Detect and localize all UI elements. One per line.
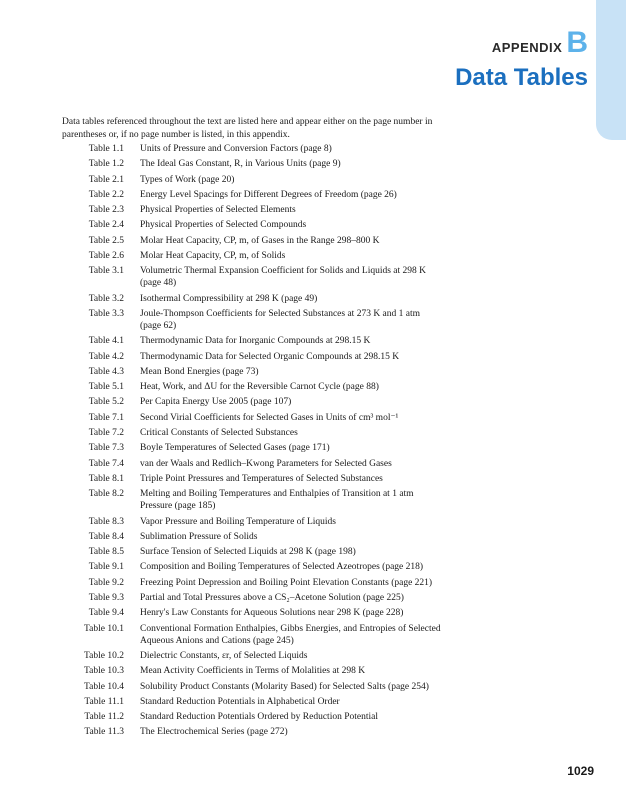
- table-list-item: [62, 458, 442, 470]
- table-description: Conventional Formation Enthalpies, Gibbs Energies, and Entropies of Selected Aqueous Anions and Cations (page 245): [140, 623, 441, 646]
- table-number: Table 1.2: [88, 159, 124, 170]
- table-number: Table 7.3: [88, 443, 124, 454]
- table-list-item: [62, 427, 442, 439]
- table-list-item: [62, 250, 442, 262]
- table-list-item: [62, 143, 442, 155]
- table-list-item: [62, 219, 442, 231]
- table-list-item: [62, 665, 442, 677]
- table-number: Table 8.5: [88, 547, 124, 558]
- table-list-item: [62, 158, 442, 170]
- table-number: Table 9.2: [88, 577, 124, 588]
- table-description: The Ideal Gas Constant, R, in Various Units (page 9): [140, 159, 341, 170]
- table-list-item: [62, 442, 442, 454]
- table-description: Physical Properties of Selected Elements: [140, 205, 296, 216]
- table-list-item: [62, 546, 442, 558]
- table-list: [62, 143, 442, 742]
- table-description: Boyle Temperatures of Selected Gases (page 171): [140, 443, 330, 454]
- table-list-item: [62, 308, 442, 332]
- table-description: Melting and Boiling Temperatures and Enthalpies of Transition at 1 atm Pressure (page 185): [140, 489, 414, 512]
- table-list-item: [62, 623, 442, 647]
- table-number: Table 11.3: [84, 727, 124, 738]
- table-description: Standard Reduction Potentials Ordered by Reduction Potential: [140, 712, 378, 723]
- table-description: Critical Constants of Selected Substances: [140, 428, 298, 439]
- table-list-item: [62, 351, 442, 363]
- intro-paragraph: Data tables referenced throughout the text are listed here and appear either on the page number in parentheses or, if no page number is listed, in this appendix.: [62, 117, 433, 140]
- table-description: The Electrochemical Series (page 272): [140, 727, 288, 738]
- table-number: Table 4.3: [88, 366, 124, 377]
- table-number: Table 7.1: [88, 412, 124, 423]
- table-description: Energy Level Spacings for Different Degrees of Freedom (page 26): [140, 189, 397, 200]
- appendix-label: [492, 28, 588, 58]
- page-number: 1029: [567, 764, 594, 778]
- table-list-item: [62, 396, 442, 408]
- table-description: Standard Reduction Potentials in Alphabetical Order: [140, 696, 340, 707]
- table-list-item: [62, 561, 442, 573]
- table-description: Dielectric Constants, εr, of Selected Liquids: [140, 650, 308, 661]
- table-list-item: [62, 293, 442, 305]
- table-number: Table 1.1: [88, 144, 124, 154]
- table-list-item: [62, 473, 442, 485]
- table-description: Physical Properties of Selected Compounds: [140, 220, 307, 231]
- table-list-item: [62, 607, 442, 619]
- table-description: Composition and Boiling Temperatures of Selected Azeotropes (page 218): [140, 562, 424, 573]
- table-list-item: [62, 204, 442, 216]
- appendix-edge-tab: [596, 0, 626, 140]
- table-list-item: [62, 412, 442, 424]
- table-description: Henry's Law Constants for Aqueous Solutions near 298 K (page 228): [140, 608, 404, 619]
- table-number: Table 8.4: [88, 531, 124, 542]
- table-number: Table 4.2: [88, 351, 124, 362]
- table-list-item: [62, 488, 442, 512]
- table-number: Table 7.2: [88, 428, 124, 439]
- table-description: Surface Tension of Selected Liquids at 298 K (page 198): [140, 547, 356, 558]
- table-number: Table 5.1: [88, 382, 124, 393]
- table-description: Vapor Pressure and Boiling Temperature of Liquids: [140, 516, 336, 527]
- table-list-item: [62, 366, 442, 378]
- table-list-item: [62, 650, 442, 662]
- table-list-item: [62, 592, 442, 604]
- table-description: Partial and Total Pressures above a CS₂–Acetone Solution (page 225): [140, 593, 404, 604]
- table-list-item: [62, 711, 442, 723]
- table-description: Mean Bond Energies (page 73): [140, 366, 259, 377]
- table-description: Isothermal Compressibility at 298 K (page 49): [140, 293, 318, 304]
- table-number: Table 10.3: [84, 666, 124, 677]
- table-description: Mean Activity Coefficients in Terms of Molalities at 298 K: [140, 666, 366, 677]
- page-title: Data Tables: [455, 64, 588, 91]
- table-description: Molar Heat Capacity, CP, m, of Gases in the Range 298–800 K: [140, 235, 380, 246]
- table-list-item: [62, 381, 442, 393]
- table-description: Joule-Thompson Coefficients for Selected Substances at 273 K and 1 atm (page 62): [140, 308, 421, 331]
- table-number: Table 3.2: [88, 293, 124, 304]
- table-number: Table 9.1: [88, 562, 124, 573]
- table-number: Table 2.2: [88, 189, 124, 200]
- table-description: Units of Pressure and Conversion Factors (page 8): [140, 144, 332, 154]
- table-description: Triple Point Pressures and Temperatures of Selected Substances: [140, 473, 383, 484]
- table-description: Sublimation Pressure of Solids: [140, 531, 258, 542]
- table-number: Table 7.4: [88, 458, 124, 469]
- table-number: Table 3.1: [88, 266, 124, 277]
- table-list-item: [62, 516, 442, 528]
- appendix-word: APPENDIX: [491, 40, 563, 55]
- table-number: Table 10.1: [84, 623, 124, 634]
- table-number: Table 3.3: [88, 308, 124, 319]
- table-list-item: [62, 531, 442, 543]
- table-list-item: [62, 726, 442, 738]
- appendix-letter: B: [566, 26, 588, 59]
- table-list-item: [62, 189, 442, 201]
- table-description: Second Virial Coefficients for Selected Gases in Units of cm³ mol⁻¹: [140, 412, 399, 423]
- table-list-item: [62, 265, 442, 289]
- table-description: Heat, Work, and ΔU for the Reversible Carnot Cycle (page 88): [140, 382, 379, 393]
- table-description: Volumetric Thermal Expansion Coefficient for Solids and Liquids at 298 K (page 48): [140, 266, 427, 289]
- table-number: Table 11.1: [84, 696, 124, 707]
- table-number: Table 4.1: [88, 336, 124, 347]
- table-description: Molar Heat Capacity, CP, m, of Solids: [140, 251, 286, 262]
- table-list-item: [62, 174, 442, 186]
- table-number: Table 8.1: [88, 473, 124, 484]
- table-description: Freezing Point Depression and Boiling Point Elevation Constants (page 221): [140, 577, 433, 588]
- table-number: Table 2.3: [88, 205, 124, 216]
- table-number: Table 9.3: [88, 593, 124, 604]
- table-description: van der Waals and Redlich–Kwong Parameters for Selected Gases: [140, 458, 392, 469]
- table-number: Table 8.3: [88, 516, 124, 527]
- table-number: Table 2.4: [88, 220, 124, 231]
- table-list-item: [62, 335, 442, 347]
- table-description: Solubility Product Constants (Molarity Based) for Selected Salts (page 254): [140, 681, 429, 692]
- table-description: Thermodynamic Data for Selected Organic Compounds at 298.15 K: [140, 351, 400, 362]
- table-number: Table 2.6: [88, 251, 124, 262]
- table-description: Thermodynamic Data for Inorganic Compounds at 298.15 K: [140, 336, 371, 347]
- table-number: Table 10.2: [84, 650, 124, 661]
- table-number: Table 5.2: [88, 397, 124, 408]
- table-number: Table 8.2: [88, 489, 124, 500]
- table-list-item: [62, 681, 442, 693]
- table-list-item: [62, 577, 442, 589]
- table-number: Table 2.1: [88, 174, 124, 185]
- table-number: Table 11.2: [84, 712, 124, 723]
- table-list-item: [62, 235, 442, 247]
- table-list-item: [62, 696, 442, 708]
- table-description: Per Capita Energy Use 2005 (page 107): [140, 397, 292, 408]
- table-number: Table 10.4: [84, 681, 124, 692]
- table-number: Table 2.5: [88, 235, 124, 246]
- table-description: Types of Work (page 20): [140, 174, 235, 185]
- table-number: Table 9.4: [88, 608, 124, 619]
